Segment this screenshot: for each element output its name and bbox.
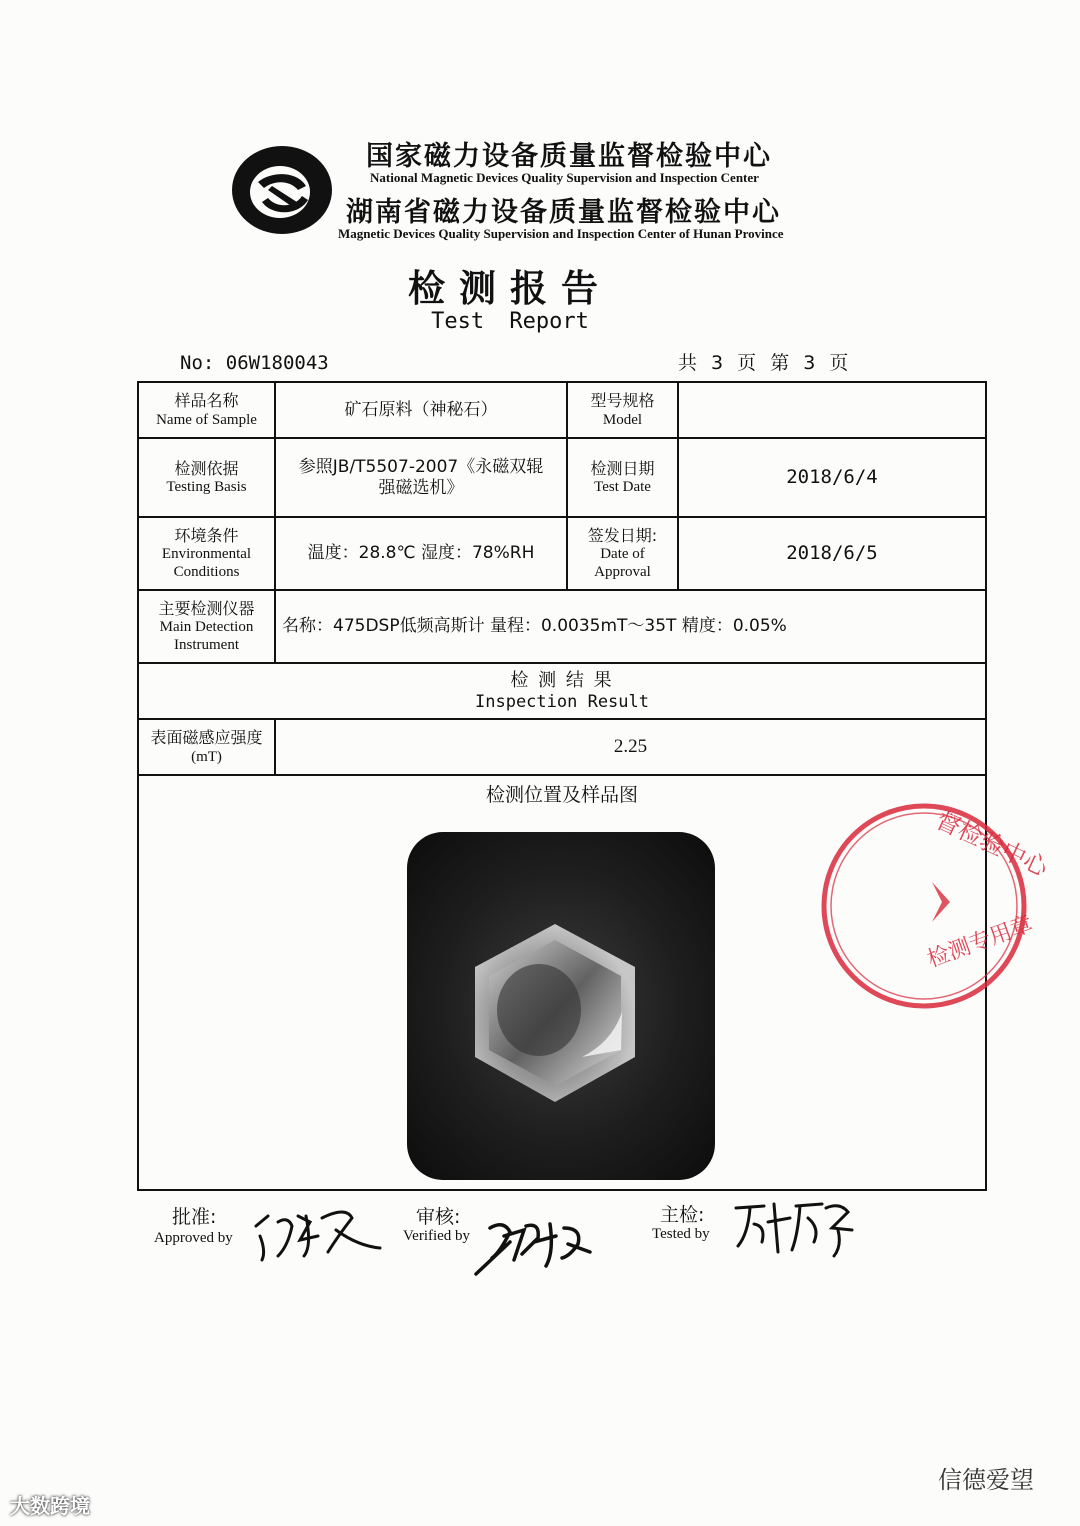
sample-name-value <box>276 383 566 437</box>
sample-name-text: 矿石原料（神秘石） <box>344 399 498 420</box>
verified-by-label-cn: 审核: <box>416 1206 461 1228</box>
approved-by-label-en: Approved by <box>154 1230 233 1246</box>
testing-basis-label <box>139 439 274 516</box>
watermark-right: 信德爱望 <box>938 1466 1034 1494</box>
environment-label <box>139 518 274 589</box>
sample-name-label-cn: 样品名称 <box>174 391 239 411</box>
model-value <box>679 383 985 437</box>
approval-date-text: 2018/6/5 <box>786 542 878 565</box>
environment-text: 温度：28.8℃ 湿度：78%RH <box>307 543 535 564</box>
report-title-en: Test Report <box>431 309 589 334</box>
test-date-label <box>568 439 677 516</box>
instrument-text: 名称：475DSP低频高斯计 量程：0.0035mT～35T 精度：0.05% <box>282 616 787 637</box>
tester-signature <box>730 1194 860 1262</box>
approval-date-label-en-line1: Date of <box>600 546 645 563</box>
sample-image-heading-text: 检测位置及样品图 <box>485 783 638 806</box>
inspection-result-heading <box>139 664 985 718</box>
verified-by-label-en: Verified by <box>403 1228 471 1244</box>
testing-basis-text-line2: 强磁选机》 <box>378 477 464 498</box>
environment-label-en-line2: Conditions <box>173 564 240 581</box>
report-number: No: 06W180043 <box>180 352 329 374</box>
org2-name-en: Magnetic Devices Quality Supervision and Inspection Center of Hunan Province <box>338 226 784 241</box>
surface-induction-label-cn: 表面磁感应强度 <box>150 728 263 748</box>
test-date-label-en: Test Date <box>594 479 651 496</box>
test-date-label-cn: 检测日期 <box>590 458 655 478</box>
sample-photo <box>407 832 715 1180</box>
svg-text:检测专用章: 检测专用章 <box>924 911 1037 973</box>
svg-text:督检验中心: 督检验中心 <box>931 805 1053 883</box>
instrument-value <box>276 591 985 662</box>
official-seal <box>880 798 1053 1016</box>
environment-label-cn: 环境条件 <box>174 525 239 545</box>
inspection-result-heading-cn: 检 测 结 果 <box>510 670 614 691</box>
approval-date-label-cn: 签发日期: <box>587 525 658 545</box>
surface-induction-text: 2.25 <box>613 735 648 757</box>
sample-name-label <box>139 383 274 437</box>
test-date-text: 2018/6/4 <box>786 466 878 489</box>
instrument-label-cn: 主要检测仪器 <box>158 598 255 618</box>
model-label <box>568 383 677 437</box>
approved-by-label-cn: 批准: <box>172 1206 217 1228</box>
environment-value <box>276 518 566 589</box>
surface-induction-label <box>139 720 274 774</box>
surface-induction-value <box>276 720 985 774</box>
model-label-cn: 型号规格 <box>590 391 655 411</box>
hexagonal-crystal-image <box>407 832 715 1180</box>
approval-date-label <box>568 518 677 589</box>
model-label-en: Model <box>602 411 643 428</box>
org-name-en: National Magnetic Devices Quality Supervision and Inspection Center <box>370 170 759 185</box>
sample-name-label-en: Name of Sample <box>156 411 257 428</box>
instrument-label <box>139 591 274 662</box>
inspection-result-heading-en: Inspection Result <box>475 691 649 712</box>
report-title-cn: 检测报告 <box>408 267 612 310</box>
testing-basis-label-en: Testing Basis <box>166 479 247 496</box>
approver-signature <box>248 1196 388 1266</box>
tested-by-label-en: Tested by <box>652 1226 710 1242</box>
instrument-label-en-line2: Instrument <box>174 637 239 654</box>
test-date-value <box>679 439 985 516</box>
verifier-signature <box>470 1208 600 1280</box>
approval-date-value <box>679 518 985 589</box>
surface-induction-unit: (mT) <box>191 748 222 765</box>
org2-name-cn: 湖南省磁力设备质量监督检验中心 <box>346 197 781 228</box>
environment-label-en-line1: Environmental <box>161 546 252 563</box>
testing-basis-label-cn: 检测依据 <box>174 458 239 478</box>
institution-logo <box>228 142 336 238</box>
sample-image-heading <box>139 776 985 814</box>
testing-basis-value <box>276 439 566 516</box>
page-count: 共 3 页 第 3 页 <box>678 352 849 374</box>
approval-date-label-en-line2: Approval <box>594 564 651 581</box>
watermark-left: 大数跨境 <box>10 1494 90 1518</box>
testing-basis-text-line1: 参照JB/T5507-2007《永磁双辊 <box>298 457 544 478</box>
org-name-cn: 国家磁力设备质量监督检验中心 <box>366 141 772 172</box>
tested-by-label-cn: 主检: <box>660 1204 705 1226</box>
instrument-label-en-line1: Main Detection <box>159 619 254 636</box>
